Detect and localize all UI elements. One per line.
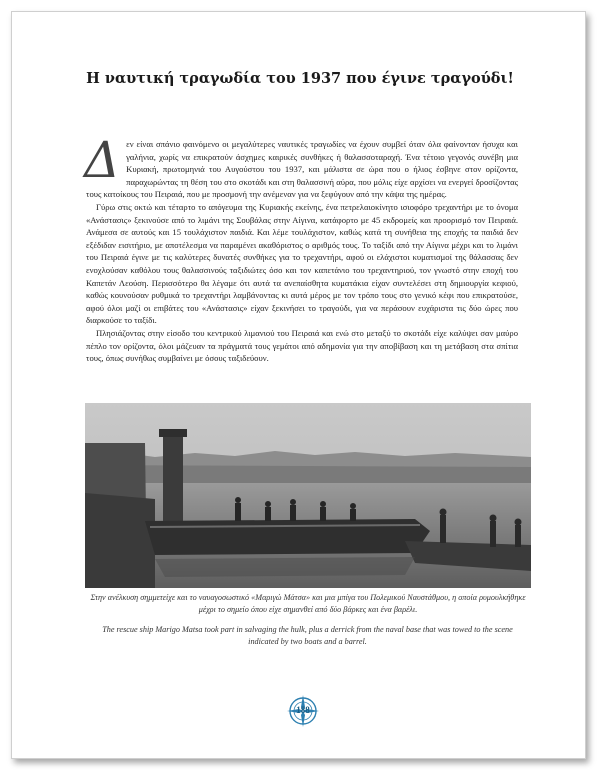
- caption-greek: Στην ανέλκυση σημμετείχε και το ναυαγοσωστικό «Μαριγώ Μάτσα» και μια μπίγα του Πολεμικού Ναυστάθμου, η οποία ρυμουλκήθηκε μέχρι το σημείο όπου είχε σημανθεί από δύο βάρκες και ένα βαρέλι.: [90, 593, 526, 614]
- paragraph-1-text: εν είναι σπάνιο φαινόμενο οι μεγαλύτερες ναυτικές τραγωδίες να έχουν συμβεί όταν όλα φαίνονταν ήσυχα και γαλήνια, χωρίς να επικρατούν άσχημες καιρικές συνθήκες ή θαλασσοταραχή. Ένα τέτοιο γεγονός συνέβη μια Κυριακή, πρωτομηνιά του Αυγούστου του 1937, και μάλιστα σε ώρα που ο ήλιος έσβηνε στον ορίζοντα, παραχωρώντας τη θέση του στο σκοτάδι και στη θαλασσινή αύρα, που μόλις είχε αρχίσει να ενεργεί δροσίζοντας τους κατοίκους του Πειραιά, που με προσμονή την ανέμεναν για να ξεφύγουν από την κάψα της ημέρας.: [86, 139, 518, 200]
- drop-cap: Δ: [84, 131, 121, 189]
- article-body: [84, 131, 518, 365]
- paragraph-2: Γύρω στις οκτώ και τέταρτο το απόγευμα της Κυριακής εκείνης, ένα πετρελαιοκίνητο ισιοφόρο τρεχαντήρι με το όνομα «Ανάστασις» ξεκινούσε από το λιμάνι της Σουβάλας στην Αίγινα, κατάφορτο με 45 εκδρομείς και προορισμό τον Πειραιά. Ανάμεσα σε αυτούς και 15 τουλάχιστον παιδιά. Και λέμε τουλάχιστον, καθώς κατά τη συνήθεια της εποχής τα παιδιά δεν εξέδιδαν εισιτήριο, με αποτέλεσμα να παραμένει ακαθόριστος ο αριθμός τους. Το ταξίδι από την Αίγινα μέχρι και το λιμάνι του Πειραιά έγινε με τις καλύτερες δυνατές συνθήκες για το τρεχαντήρι, αφού οι ελάχιστοι κυματισμοί της θάλασσας δεν ενοχλούσαν καθόλου τους θαλασσινούς ταξιδιώτες όσο και τον καπετάνιο του τρεχαντηριού, τον γνωστό στην εποχή του Καπετάν Λεούση. Περισσότερο θα λέγαμε ότι αυτά τα ανεπαίσθητα κυματάκια είχαν συντελέσει στη δημιουργία κεφιού, καθώς κουνούσαν ρυθμικά το τρεχαντήρι λαμβάνοντας κι αυτά μέρος με τον τρόπο τους στο γενικό κέφι που επικρατούσε, αφού όλοι μαζί οι επιβάτες του «Ανάστασις» είχαν ξεκινήσει το τραγούδι, για να περάσουν ευχάριστα τις δύο ώρες που διαρκούσε το ταξίδι.: [86, 201, 518, 326]
- page-number-badge: [286, 694, 320, 728]
- harbor-photo: [85, 403, 531, 588]
- caption-english: The rescue ship Marigo Matsa took part in salvaging the hulk, plus a derrick from the naval base that was towed to the scene indicated by two boats and a barrel.: [102, 625, 513, 646]
- paragraph-3: Πλησιάζοντας στην είσοδο του κεντρικού λιμανιού του Πειραιά και ενώ στο μεταξύ το σκοτάδι είχε καλύψει σαν μαύρο πέπλο τον ορίζοντα, όλοι μάζευαν τα πράγματά τους γεμάτοι από αδημονία για την αποβίβαση και τη μετάβαση στα σπίτια τους, όπως συνήθως συμβαίνει με όσους ταξιδεύουν.: [86, 327, 518, 364]
- page-number: 188: [296, 705, 310, 715]
- paragraph-1: [84, 131, 518, 201]
- page-title: Η ναυτική τραγωδία του 1937 που έγινε τραγούδι!: [86, 70, 514, 87]
